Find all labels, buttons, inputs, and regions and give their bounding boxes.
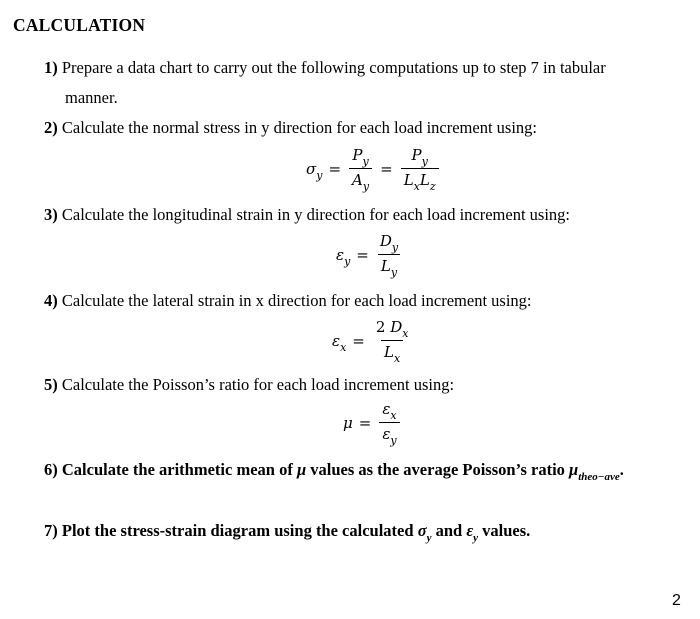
sigma-symbol: σ bbox=[417, 521, 427, 540]
step-number: 2) bbox=[44, 118, 58, 137]
subscript: z bbox=[429, 180, 436, 193]
subscript: y bbox=[362, 180, 370, 193]
fraction bbox=[377, 232, 401, 277]
step-number: 5) bbox=[44, 375, 58, 394]
step-number: 1) bbox=[44, 58, 58, 77]
equation-lhs bbox=[306, 159, 323, 182]
step-1 bbox=[44, 58, 606, 78]
equation-lhs bbox=[336, 245, 351, 268]
step-text: Calculate the lateral strain in x direction for each load increment using: bbox=[61, 291, 532, 310]
step-text: Prepare a data chart to carry out the following computations up to step 7 in tabular bbox=[61, 58, 606, 77]
step-number: 4) bbox=[44, 291, 58, 310]
mu-symbol: μ bbox=[343, 413, 353, 432]
sigma-symbol: σ bbox=[306, 159, 317, 178]
lateral-strain-equation bbox=[332, 318, 413, 363]
epsilon-symbol: ε bbox=[466, 521, 474, 540]
subscript: x bbox=[402, 327, 409, 340]
epsilon-symbol: ε bbox=[332, 331, 341, 350]
coefficient: 2 bbox=[375, 318, 386, 336]
subscript: x bbox=[394, 352, 401, 365]
fraction bbox=[401, 146, 439, 191]
subscript: y bbox=[344, 254, 351, 268]
subscript: y bbox=[316, 168, 323, 182]
subscript: y bbox=[473, 532, 479, 544]
page-heading: CALCULATION bbox=[13, 15, 146, 35]
subscript: y bbox=[391, 241, 399, 254]
numerator-var: D bbox=[379, 232, 392, 250]
denominator-var: ε bbox=[382, 425, 391, 443]
poisson-ratio-equation bbox=[343, 400, 402, 445]
equation-lhs bbox=[343, 414, 353, 432]
subscript: y bbox=[362, 155, 369, 168]
epsilon-symbol: ε bbox=[336, 245, 345, 264]
period: . bbox=[619, 460, 624, 479]
numerator-var: P bbox=[352, 146, 363, 164]
denominator-var: L bbox=[380, 257, 391, 275]
equals-sign: = bbox=[356, 245, 369, 264]
denominator-var: L bbox=[419, 171, 430, 189]
subscript: x bbox=[340, 340, 347, 354]
mu-symbol: μ bbox=[296, 460, 307, 479]
subscript: y bbox=[390, 434, 397, 447]
and-word: and bbox=[435, 521, 463, 540]
fraction bbox=[349, 146, 372, 191]
step-text: Plot the stress-strain diagram using the calculated bbox=[61, 521, 414, 540]
subscript: x bbox=[390, 409, 397, 422]
step-text-end: values. bbox=[482, 521, 531, 540]
step-7 bbox=[44, 521, 530, 543]
denominator-var: L bbox=[403, 171, 414, 189]
subscript: y bbox=[421, 155, 428, 168]
equals-sign: = bbox=[352, 331, 365, 350]
step-4 bbox=[44, 291, 532, 311]
equals-sign: = bbox=[380, 159, 393, 178]
subscript: y bbox=[390, 266, 398, 279]
subscript: theo−ave bbox=[578, 471, 620, 483]
step-3 bbox=[44, 205, 570, 225]
step-text-continued: values as the average Poisson’s ratio bbox=[310, 460, 565, 479]
step-6 bbox=[44, 460, 624, 482]
step-text: Calculate the arithmetic mean of bbox=[61, 460, 293, 479]
denominator-var: A bbox=[352, 171, 363, 189]
equals-sign: = bbox=[328, 159, 342, 178]
equals-sign: = bbox=[358, 413, 372, 432]
fraction bbox=[373, 318, 412, 363]
longitudinal-strain-equation bbox=[336, 232, 403, 277]
step-text: Calculate the normal stress in y direction for each load increment using: bbox=[61, 118, 538, 137]
subscript: y bbox=[426, 532, 432, 544]
mu-symbol: μ bbox=[569, 460, 579, 479]
stress-equation bbox=[306, 146, 441, 191]
step-2 bbox=[44, 118, 537, 138]
numerator-var: P bbox=[411, 146, 422, 164]
step-number: 6) bbox=[44, 460, 58, 479]
step-text: Calculate the longitudinal strain in y direction for each load increment using: bbox=[61, 205, 571, 224]
step-number: 7) bbox=[44, 521, 58, 540]
subscript: x bbox=[413, 180, 420, 193]
denominator-var: L bbox=[384, 343, 395, 361]
page-number: 2 bbox=[672, 592, 681, 609]
step-5 bbox=[44, 375, 454, 395]
step-number: 3) bbox=[44, 205, 58, 224]
fraction bbox=[379, 400, 399, 445]
numerator-var: ε bbox=[382, 400, 391, 418]
step-1-continuation: manner. bbox=[65, 88, 118, 107]
numerator-var: D bbox=[390, 318, 403, 336]
equation-lhs bbox=[332, 331, 347, 354]
step-text: Calculate the Poisson’s ratio for each load increment using: bbox=[61, 375, 455, 394]
